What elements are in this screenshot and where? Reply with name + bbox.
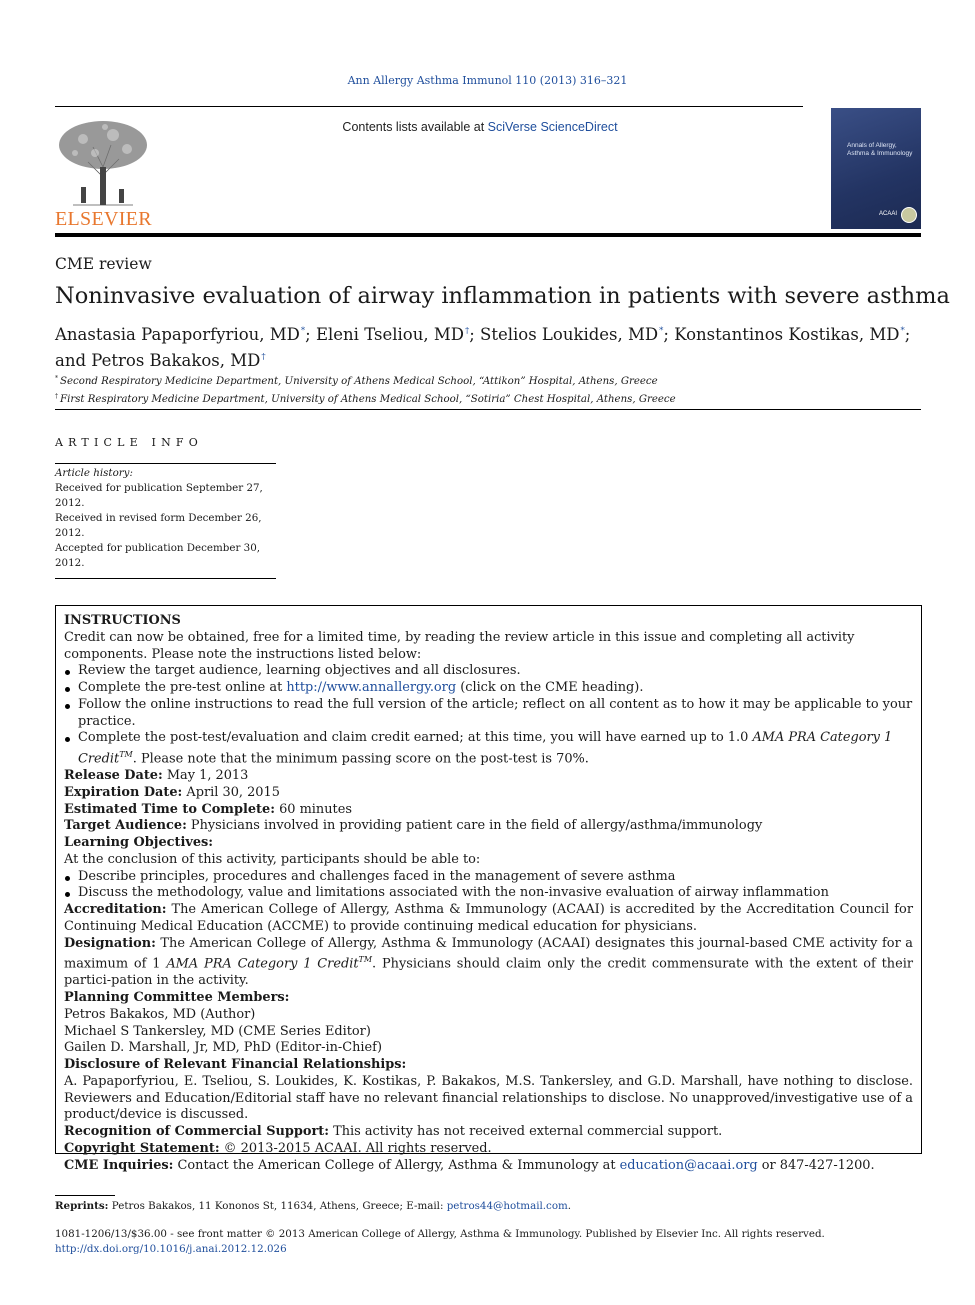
expiration-label: Expiration Date:: [64, 784, 183, 800]
author-affiliation-mark[interactable]: †: [261, 352, 266, 362]
author-separator: ;: [663, 325, 675, 344]
inquiries-text: or 847-427-1200.: [757, 1157, 875, 1173]
affiliation-divider: [55, 409, 921, 410]
author-affiliation-mark[interactable]: *: [659, 326, 664, 336]
history-revised: Received in revised form December 26, 2012.: [55, 512, 262, 539]
designation-label: Designation:: [64, 935, 156, 951]
affiliations: [55, 371, 676, 407]
release-label: Release Date:: [64, 768, 163, 784]
instruction-bullet: [64, 680, 921, 697]
author-name[interactable]: Stelios Loukides, MD: [480, 325, 659, 344]
cme-instructions-box: [55, 605, 922, 1173]
author-separator: ;: [469, 325, 481, 344]
bullet-text: Complete the post-test/evaluation and claim credit earned; at this time, you will have earned up to 1.0: [78, 730, 753, 746]
objectives-label: Learning Objectives:: [64, 835, 214, 851]
footnote-divider: [55, 1195, 115, 1196]
planning-member: Gailen D. Marshall, Jr, MD, PhD (Editor-in-Chief): [64, 1040, 382, 1056]
header-divider: [55, 106, 803, 107]
release-date: [64, 768, 921, 785]
author-separator: ;: [904, 325, 911, 344]
accreditation-label: Accreditation:: [64, 902, 167, 918]
objective-bullet: Discuss the methodology, value and limitations associated with the non-invasive evaluation of airway inflammation: [64, 885, 921, 902]
inquiries-label: CME Inquiries:: [64, 1157, 174, 1173]
header-thick-divider: [55, 233, 921, 237]
commercial-support: [64, 1124, 921, 1141]
contents-available-line: [170, 120, 790, 134]
audience-label: Target Audience:: [64, 818, 187, 834]
instruction-bullet: [64, 730, 921, 768]
bullet-text: Complete the pre-test online at: [78, 680, 287, 695]
elsevier-wordmark: ELSEVIER: [55, 208, 152, 230]
issn-copyright-line: 1081-1206/13/$36.00 - see front matter © 2013 American College of Allergy, Asthma & Immunology. Published by Elsevier Inc. All rights reserved.: [55, 1228, 825, 1240]
instruction-bullet: Review the target audience, learning objectives and all disclosures.: [64, 663, 921, 680]
reprints-text: Petros Bakakos, 11 Kononos St, 11634, Athens, Greece; E-mail:: [108, 1200, 447, 1212]
affiliation-mark: †: [55, 393, 58, 400]
copyright-label: Copyright Statement:: [64, 1140, 220, 1156]
reprints-label: Reprints:: [55, 1200, 109, 1212]
time-to-complete: [64, 802, 921, 819]
author-name[interactable]: Eleni Tseliou, MD: [315, 325, 464, 344]
cover-society: ACAAI: [879, 211, 898, 217]
reprints-email-link[interactable]: petros44@hotmail.com: [446, 1200, 568, 1212]
designation-text: The American College of Allergy, Asthma & Immunology (ACAAI) designates this journal-based CME activity for a maximum of 1: [64, 935, 913, 972]
disclosure-label: Disclosure of Relevant Financial Relationships:: [64, 1057, 407, 1073]
annallergy-link[interactable]: http://www.annallergy.org: [286, 680, 457, 695]
cover-title: Annals of Allergy, Asthma & Immunology: [847, 142, 913, 157]
support-value: This activity has not received external commercial support.: [329, 1124, 723, 1140]
author-name[interactable]: Anastasia Papaporfyriou, MD: [55, 325, 300, 344]
inquiries-text: Contact the American College of Allergy, Asthma & Immunology at: [173, 1157, 620, 1173]
instructions-text: Credit can now be obtained, free for a limited time, by reading the review article in this issue and completing all activity components. Please note the instructions listed below:: [64, 629, 855, 662]
affiliation-text: First Respiratory Medicine Department, University of Athens Medical School, “Sotiria” Chest Hospital, Athens, Greece: [60, 394, 676, 405]
accreditation: [64, 902, 921, 936]
designation: [64, 936, 921, 991]
audience-value: Physicians involved in providing patient care in the field of allergy/asthma/immunology: [186, 818, 763, 834]
author-separator: ;: [305, 325, 316, 344]
designation-text: . Physicians should claim only the credit commensurate with the extent of their partici-pation in the activity.: [64, 956, 914, 989]
author-list: [55, 320, 925, 372]
time-value: 60 minutes: [274, 801, 352, 817]
affiliation-item: [55, 389, 676, 407]
article-section-label: CME review: [55, 255, 152, 273]
journal-citation[interactable]: Ann Allergy Asthma Immunol 110 (2013) 316–321: [347, 74, 628, 87]
doi-link[interactable]: http://dx.doi.org/10.1016/j.anai.2012.12.026: [55, 1243, 287, 1255]
author-name[interactable]: and Petros Bakakos, MD: [55, 351, 261, 370]
objectives-intro: At the conclusion of this activity, participants should be able to:: [64, 851, 481, 867]
release-value: May 1, 2013: [162, 768, 249, 784]
history-accepted: Accepted for publication December 30, 2012.: [55, 542, 261, 569]
author-affiliation-mark[interactable]: *: [900, 326, 905, 336]
planning-member: Michael S Tankersley, MD (CME Series Editor): [64, 1023, 371, 1039]
instruction-bullet: Follow the online instructions to read the full version of the article; reflect on all content as to how it may be applicable to your practice.: [64, 697, 921, 731]
article-info-divider-bottom: [55, 578, 276, 579]
disclosure-text: A. Papaporfyriou, E. Tseliou, S. Loukides, K. Kostikas, P. Bakakos, M.S. Tankersley, and G.D. Marshall, have nothing to disclose. Reviewers and Education/Editorial staff have no relevant financial relationships to disclose. No unapproved/investigative use of a product/device is discussed.: [64, 1073, 913, 1123]
acaai-email-link[interactable]: education@acaai.org: [619, 1157, 758, 1173]
accreditation-value: The American College of Allergy, Asthma & Immunology (ACAAI) is accredited by the Accreditation Council for Continuing Medical Education (ACCME) to provide continuing medical education for physicians.: [64, 902, 913, 934]
credit-name: AMA PRA Category 1 Credit: [78, 730, 893, 767]
author-affiliation-mark[interactable]: *: [300, 326, 306, 336]
trademark-mark: TM: [358, 955, 373, 965]
article-history: [55, 466, 275, 571]
affiliation-mark: *: [55, 375, 58, 382]
copyright-statement: [64, 1141, 921, 1158]
expiration-date: [64, 785, 921, 802]
article-history-label: Article history:: [55, 467, 133, 479]
history-received: Received for publication September 27, 2012.: [55, 482, 263, 509]
reprints-footnote: [55, 1200, 571, 1212]
expiration-value: April 30, 2015: [182, 784, 280, 800]
bullet-text: . Please note that the minimum passing score on the post-test is 70%.: [132, 751, 589, 767]
time-label: Estimated Time to Complete:: [64, 801, 275, 817]
cme-inquiries: [64, 1158, 921, 1175]
target-audience: [64, 818, 921, 835]
copyright-value: © 2013-2015 ACAAI. All rights reserved.: [219, 1140, 492, 1156]
author-affiliation-mark[interactable]: †: [464, 326, 470, 336]
article-info-divider-top: [55, 463, 276, 464]
planning-label: Planning Committee Members:: [64, 990, 290, 1006]
instructions-heading: INSTRUCTIONS: [64, 613, 181, 628]
reprints-end: .: [567, 1200, 572, 1212]
trademark-mark: TM: [119, 750, 133, 759]
journal-cover-image[interactable]: [831, 108, 921, 229]
article-info-heading: ARTICLE INFO: [55, 436, 203, 449]
sciencedirect-link[interactable]: SciVerse ScienceDirect: [487, 120, 618, 134]
cover-seal-icon: [901, 207, 917, 223]
author-name[interactable]: Konstantinos Kostikas, MD: [674, 325, 900, 344]
contents-prefix: Contents lists available at: [342, 120, 488, 134]
article-title: Noninvasive evaluation of airway inflammation in patients with severe asthma: [55, 283, 950, 309]
affiliation-text: Second Respiratory Medicine Department, University of Athens Medical School, “Attikon” Hospital, Athens, Greece: [60, 376, 658, 387]
affiliation-item: [55, 371, 676, 389]
planning-member: Petros Bakakos, MD (Author): [64, 1006, 256, 1022]
objective-bullet: Describe principles, procedures and challenges faced in the management of severe asthma: [64, 869, 921, 886]
credit-name: AMA PRA Category 1 Credit: [166, 956, 359, 972]
support-label: Recognition of Commercial Support:: [64, 1124, 330, 1140]
bullet-text: (click on the CME heading).: [456, 680, 644, 695]
